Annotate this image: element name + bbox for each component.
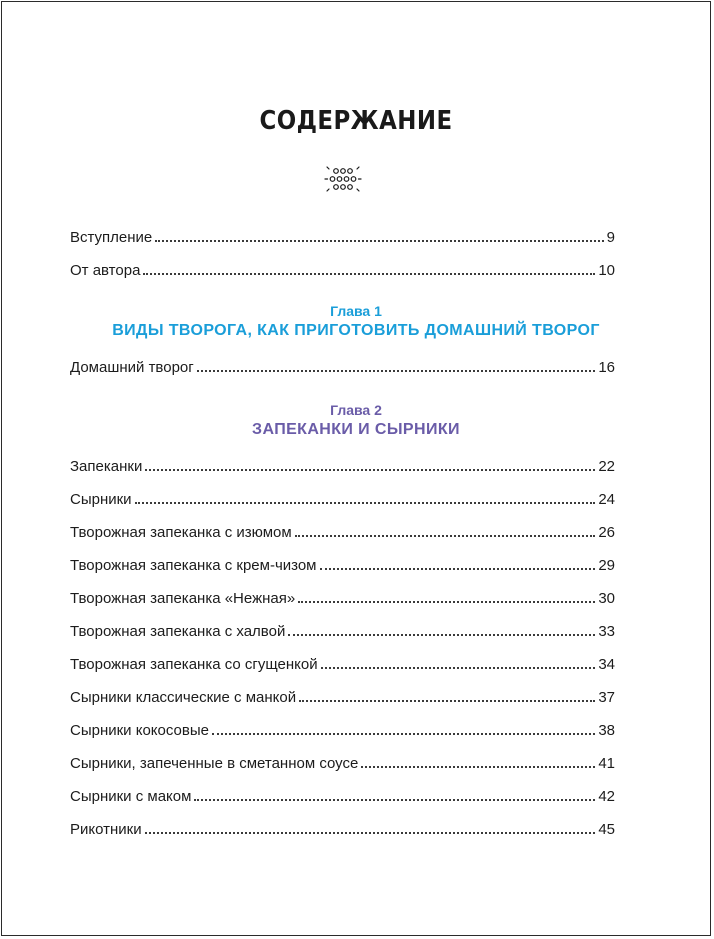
toc-entry-page: 42 xyxy=(598,788,615,805)
page-title: СОДЕРЖАНИЕ xyxy=(259,106,453,136)
toc-entry-page: 45 xyxy=(598,821,615,838)
toc-entry-page: 22 xyxy=(598,458,615,475)
chapter-1-title[interactable]: ВИДЫ ТВОРОГА, КАК ПРИГОТОВИТЬ ДОМАШНИЙ ТВОРОГ xyxy=(112,322,600,339)
toc-entry-author[interactable] xyxy=(70,257,615,279)
dot-leader xyxy=(145,816,596,834)
toc-entry-title: Сырники с маком xyxy=(70,788,192,805)
toc-entry[interactable] xyxy=(70,717,615,739)
dot-leader xyxy=(321,651,596,669)
toc-entry-page: 29 xyxy=(598,557,615,574)
chapter-2-label: Глава 2 xyxy=(330,402,382,418)
dot-leader xyxy=(145,453,595,471)
toc-entry[interactable] xyxy=(70,618,615,640)
page xyxy=(1,1,711,936)
toc-entry[interactable] xyxy=(70,816,615,838)
toc-entry-title: Творожная запеканка с крем-чизом xyxy=(70,557,317,574)
toc-entry-title: Запеканки xyxy=(70,458,143,475)
toc-entry[interactable] xyxy=(70,750,615,772)
toc-entry[interactable] xyxy=(70,651,615,673)
toc-entry-title: Творожная запеканка со сгущенкой xyxy=(70,656,318,673)
toc-entry[interactable] xyxy=(70,519,615,541)
toc-entry[interactable] xyxy=(70,486,615,508)
toc-entry[interactable] xyxy=(70,783,615,805)
toc-entry-intro[interactable] xyxy=(70,224,615,246)
dot-leader xyxy=(361,750,595,768)
dot-leader xyxy=(288,618,595,636)
toc-entry-page: 24 xyxy=(598,491,615,508)
dot-leader xyxy=(295,519,596,537)
dot-leader xyxy=(135,486,596,504)
dot-leader xyxy=(143,257,595,275)
toc-entry-title: Рикотники xyxy=(70,821,142,838)
dotted-flower-icon xyxy=(324,161,362,197)
toc-entry[interactable] xyxy=(70,552,615,574)
dot-leader xyxy=(320,552,596,570)
toc-entry-page: 41 xyxy=(598,755,615,772)
toc-entry-title: Творожная запеканка с халвой xyxy=(70,623,286,640)
toc-entry[interactable] xyxy=(70,684,615,706)
toc-entry[interactable] xyxy=(70,354,615,376)
toc-entry[interactable] xyxy=(70,585,615,607)
toc-entry-page: 9 xyxy=(606,229,615,246)
toc-entry-title: Сырники, запеченные в сметанном соусе xyxy=(70,755,359,772)
toc-entry-page: 30 xyxy=(598,590,615,607)
toc-entry-page: 38 xyxy=(598,722,615,739)
toc-entry-title: Творожная запеканка «Нежная» xyxy=(70,590,296,607)
dot-leader xyxy=(155,224,603,242)
toc-entry-title: Сырники кокосовые xyxy=(70,722,209,739)
dot-leader xyxy=(298,585,595,603)
toc-entry[interactable] xyxy=(70,453,615,475)
toc-entry-page: 26 xyxy=(598,524,615,541)
dot-leader xyxy=(212,717,595,735)
toc-entry-title: Творожная запеканка с изюмом xyxy=(70,524,292,541)
chapter-2-title[interactable]: ЗАПЕКАНКИ И СЫРНИКИ xyxy=(252,421,460,438)
dot-leader xyxy=(299,684,595,702)
chapter-1-label: Глава 1 xyxy=(330,303,382,319)
toc-entry-page: 10 xyxy=(598,262,615,279)
toc-entry-title: От автора xyxy=(70,262,141,279)
toc-entry-page: 33 xyxy=(598,623,615,640)
dot-leader xyxy=(197,354,596,372)
toc-entry-page: 37 xyxy=(598,689,615,706)
dot-leader xyxy=(194,783,595,801)
toc-entry-title: Сырники классические с манкой xyxy=(70,689,297,706)
toc-entry-title: Сырники xyxy=(70,491,132,508)
toc-entry-title: Вступление xyxy=(70,229,153,246)
toc-entry-page: 34 xyxy=(598,656,615,673)
toc-entry-title: Домашний творог xyxy=(70,359,194,376)
toc-entry-page: 16 xyxy=(598,359,615,376)
